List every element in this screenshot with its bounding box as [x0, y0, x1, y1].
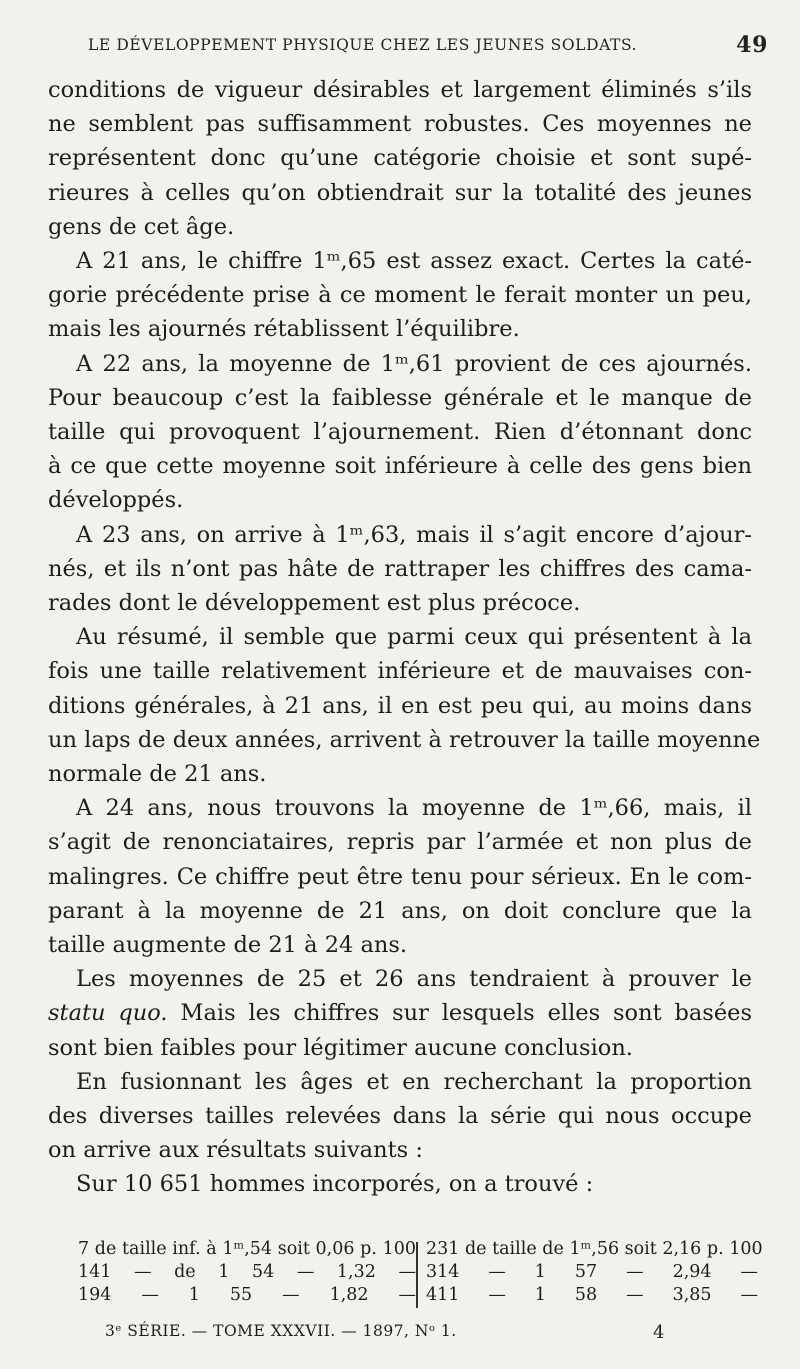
text-line: En fusionnant les âges et en recherchant la proportion: [76, 1068, 752, 1095]
text-line: conditions de vigueur désirables et largement éliminés s’ils: [48, 77, 752, 103]
text-line: malingres. Ce chiffre peut être tenu pour sérieux. En le com-: [48, 863, 752, 890]
text-line: des diverses tailles relevées dans la série qui nous occupe: [48, 1103, 752, 1129]
text-line: représentent donc qu’une catégorie choisie et sont supé-: [48, 145, 752, 172]
table-divider: [416, 1242, 418, 1308]
text-line: parant à la moyenne de 21 ans, on doit conclure que la: [48, 897, 752, 924]
text-line: rieures à celles qu’on obtiendrait sur la totalité des jeunes: [48, 179, 752, 206]
text-line: Pour beaucoup c’est la faiblesse générale et le manque de: [48, 384, 752, 411]
text-line-statu-quo: [48, 997, 752, 1029]
table-row: [48, 1284, 760, 1306]
table-cell-left: 141 — de 1 54 — 1,32 —: [78, 1262, 416, 1282]
running-title: LE DÉVELOPPEMENT PHYSIQUE CHEZ LES JEUNES SOLDATS.: [88, 36, 638, 54]
height-distribution-table: [48, 1238, 763, 1308]
signature-mark: 4: [653, 1322, 665, 1343]
text-line: Les moyennes de 25 et 26 ans tendraient à prouver le: [76, 966, 752, 993]
text-line: A 22 ans, la moyenne de 1ᵐ,61 provient de ces ajournés.: [76, 350, 752, 377]
text-line: gorie précédente prise à ce moment le ferait monter un peu,: [48, 282, 752, 309]
text-line: fois une taille relativement inférieure et de mauvaises con-: [48, 658, 752, 685]
text-line: A 23 ans, on arrive à 1ᵐ,63, mais il s’agit encore d’ajour-: [76, 521, 752, 548]
text-line: à ce que cette moyenne soit inférieure à celle des gens bien: [48, 453, 752, 480]
table-cell-left: 194 — 1 55 — 1,82 —: [78, 1285, 416, 1305]
table-row: [48, 1238, 763, 1260]
table-row: [48, 1261, 760, 1283]
text-line: un laps de deux années, arrivent à retrouver la taille moyenne: [48, 726, 761, 753]
text-line: ne semblent pas suffisamment robustes. Ces moyennes ne: [48, 111, 752, 138]
text-line: A 21 ans, le chiffre 1ᵐ,65 est assez exact. Certes la caté-: [76, 248, 752, 274]
table-cell-right: 231 de taille de 1ᵐ,56 soit 2,16 p. 100: [426, 1239, 763, 1259]
italic-phrase: statu quo.: [48, 1000, 168, 1027]
series-info: 3ᵉ SÉRIE. — TOME XXXVII. — 1897, Nᵒ 1.: [105, 1322, 457, 1340]
text-line: taille augmente de 21 à 24 ans.: [48, 932, 408, 958]
text-line: sont bien faibles pour légitimer aucune conclusion.: [48, 1034, 633, 1061]
text-line: gens de cet âge.: [48, 213, 235, 240]
text-line: développés.: [48, 487, 184, 514]
text-line: Sur 10 651 hommes incorporés, on a trouvé :: [76, 1171, 594, 1198]
text-segment: Mais les chiffres sur lesquels elles sont basées: [167, 1000, 752, 1027]
text-line: s’agit de renonciataires, repris par l’armée et non plus de: [48, 829, 752, 856]
table-cell-left: 7 de taille inf. à 1ᵐ,54 soit 0,06 p. 100: [78, 1239, 416, 1259]
text-line: rades dont le développement est plus précoce.: [48, 590, 581, 616]
table-cell-right: 411 — 1 58 — 3,85 —: [426, 1285, 758, 1305]
text-line: nés, et ils n’ont pas hâte de rattraper les chiffres des cama-: [48, 555, 752, 582]
text-line: mais les ajournés rétablissent l’équilibre.: [48, 316, 520, 343]
page-number: 49: [736, 32, 768, 58]
text-line: normale de 21 ans.: [48, 761, 267, 787]
text-line: taille qui provoquent l’ajournement. Rien d’étonnant donc: [48, 419, 752, 445]
table-cell-right: 314 — 1 57 — 2,94 —: [426, 1262, 758, 1282]
text-line: on arrive aux résultats suivants :: [48, 1137, 423, 1164]
text-line: ditions générales, à 21 ans, il en est peu qui, au moins dans: [48, 692, 752, 719]
text-line: Au résumé, il semble que parmi ceux qui présentent à la: [76, 624, 752, 651]
text-line: A 24 ans, nous trouvons la moyenne de 1ᵐ,66, mais, il: [76, 795, 752, 822]
